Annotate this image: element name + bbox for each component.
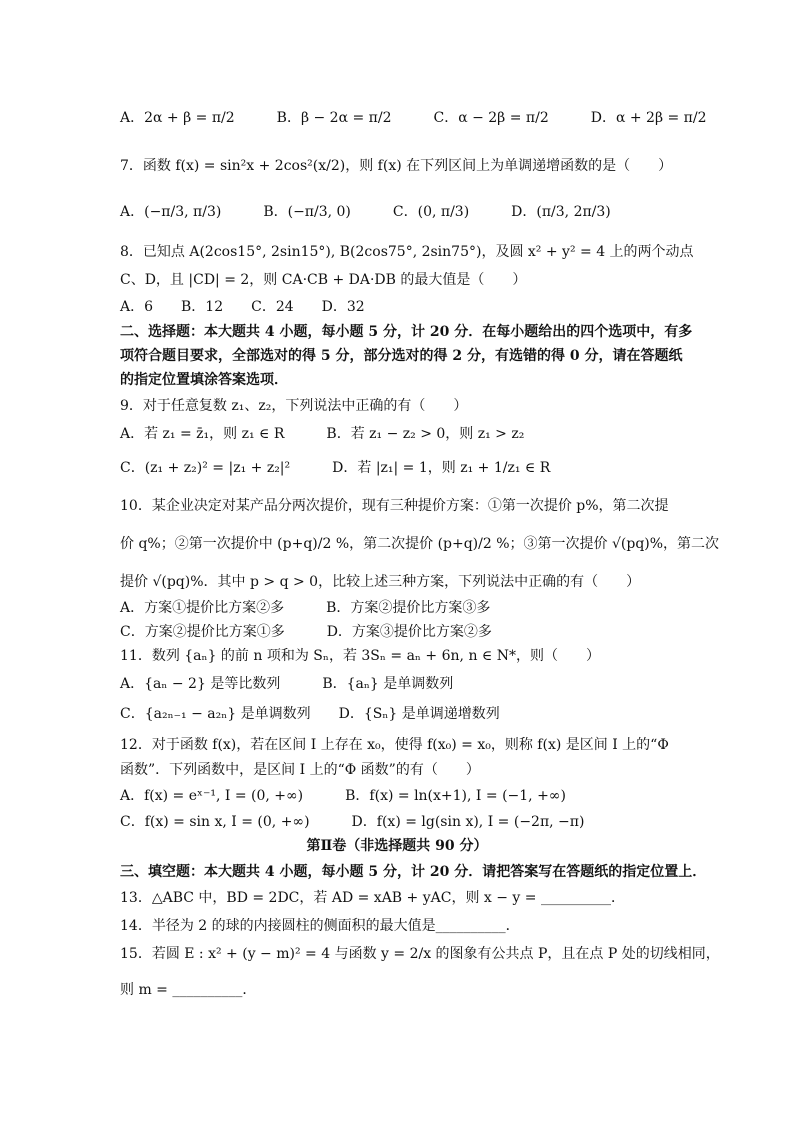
exam-line: 13．△ABC 中，BD = 2DC，若 AD = xAB + yAC，则 x − y = __________． [120, 890, 625, 906]
exam-line: A．2α + β = π/2 B．β − 2α = π/2 C．α − 2β = π/2 D．α + 2β = π/2 [120, 110, 707, 126]
exam-line: A．若 z₁ = z̄₁，则 z₁ ∈ R B．若 z₁ − z₂ > 0，则 z₁ > z₂ [120, 426, 525, 442]
exam-line: 三、填空题：本大题共 4 小题，每小题 5 分，计 20 分．请把答案写在答题纸的指定位置上． [120, 864, 707, 880]
exam-line: A．方案①提价比方案②多 B．方案②提价比方案③多 [120, 600, 491, 616]
exam-line: 提价 √(pq)%．其中 p > q > 0，比较上述三种方案，下列说法中正确的有（ ） [120, 574, 641, 590]
exam-line: 9．对于任意复数 z₁、z₂，下列说法中正确的有（ ） [120, 398, 468, 414]
exam-line: 15．若圆 E : x² + (y − m)² = 4 与函数 y = 2/x 的图象有公共点 P，且在点 P 处的切线相同， [120, 946, 720, 962]
exam-line: 12．对于函数 f(x)，若在区间 I 上存在 x₀，使得 f(x₀) = x₀，则称 f(x) 是区间 I 上的“Φ [120, 737, 669, 753]
exam-line: 则 m = __________． [120, 982, 257, 998]
exam-line: 二、选择题：本大题共 4 小题，每小题 5 分，计 20 分．在每小题给出的四个选项中，有多 [120, 324, 693, 340]
exam-line: C．(z₁ + z₂)² = |z₁ + z₂|² D．若 |z₁| = 1，则 z₁ + 1/z₁ ∈ R [120, 460, 551, 476]
exam-line: A．6 B．12 C．24 D．32 [120, 299, 365, 315]
exam-line: A．f(x) = eˣ⁻¹, I = (0, +∞) B．f(x) = ln(x+1), I = (−1, +∞) [120, 788, 566, 804]
exam-line: 的指定位置填涂答案选项． [120, 372, 288, 388]
exam-line: 14．半径为 2 的球的内接圆柱的侧面积的最大值是__________． [120, 918, 520, 934]
exam-line: 函数”．下列函数中，是区间 I 上的“Φ 函数”的有（ ） [120, 762, 480, 778]
exam-line: 11．数列 {aₙ} 的前 n 项和为 Sₙ，若 3Sₙ = aₙ + 6n, n ∈ N*，则（ ） [120, 648, 600, 664]
exam-line: 8．已知点 A(2cos15°, 2sin15°), B(2cos75°, 2sin75°)，及圆 x² + y² = 4 上的两个动点 [120, 244, 694, 260]
section-title: 第Ⅱ卷（非选择题共 90 分） [306, 838, 488, 854]
exam-line: C．{a₂ₙ₋₁ − a₂ₙ} 是单调数列 D．{Sₙ} 是单调递增数列 [120, 706, 500, 722]
exam-line: 项符合题目要求，全部选对的得 5 分，部分选对的得 2 分，有选错的得 0 分，请在答题纸 [120, 348, 683, 364]
exam-line: 10．某企业决定对某产品分两次提价，现有三种提价方案：①第一次提价 p%，第二次提 [120, 498, 669, 514]
exam-line: A．{aₙ − 2} 是等比数列 B．{aₙ} 是单调数列 [120, 676, 454, 692]
exam-line: C、D，且 |CD| = 2，则 CA·CB + DA·DB 的最大值是（ ） [120, 272, 527, 288]
exam-line: 价 q%；②第一次提价中 (p+q)/2 %，第二次提价 (p+q)/2 %；③第一次提价 √(pq)%，第二次 [120, 536, 720, 552]
exam-line: A．(−π/3, π/3) B．(−π/3, 0) C．(0, π/3) D．(π/3, 2π/3) [120, 204, 611, 220]
exam-line: C．f(x) = sin x, I = (0, +∞) D．f(x) = lg(sin x), I = (−2π, −π) [120, 814, 585, 830]
exam-line: C．方案②提价比方案①多 D．方案③提价比方案②多 [120, 624, 492, 640]
exam-line: 7．函数 f(x) = sin²x + 2cos²(x/2)，则 f(x) 在下列区间上为单调递增函数的是（ ） [120, 158, 673, 174]
